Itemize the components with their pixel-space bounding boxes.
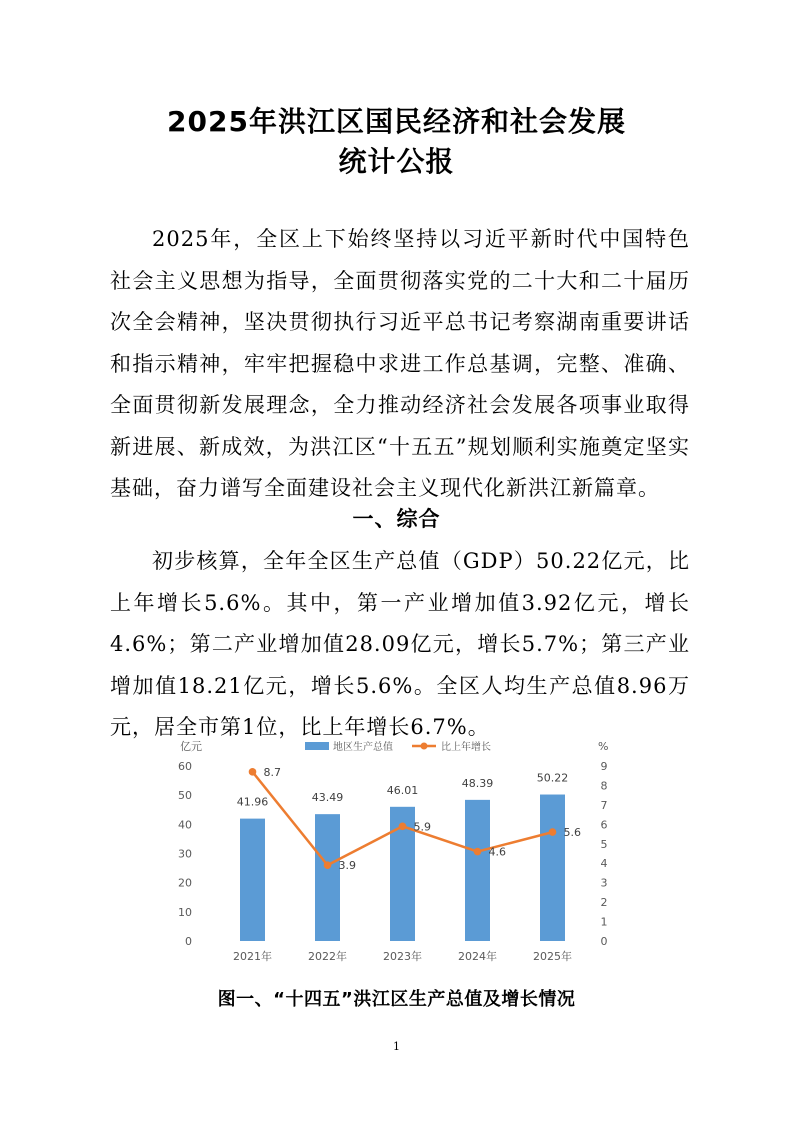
- left-axis-label: 亿元: [180, 740, 202, 753]
- left-tick-label: 40: [178, 818, 192, 832]
- gdp-bar-label: 43.49: [311, 791, 344, 805]
- growth-point-label: 3.9: [338, 859, 356, 873]
- figure-caption: 图一、“十四五”洪江区生产总值及增长情况: [217, 989, 576, 1010]
- legend-label-growth: 比上年增长: [441, 742, 491, 753]
- growth-point: [249, 768, 257, 776]
- gdp-bar: [315, 814, 340, 941]
- growth-point: [399, 822, 407, 830]
- left-tick-label: 50: [178, 789, 192, 803]
- category-label: 2025年: [533, 950, 572, 963]
- category-label: 2024年: [458, 950, 497, 963]
- page-number: 1: [393, 1040, 400, 1053]
- category-label: 2023年: [383, 950, 422, 963]
- left-tick-label: 20: [178, 876, 192, 890]
- document-subtitle: 统计公报: [338, 145, 455, 178]
- right-tick-label: 1: [600, 915, 608, 929]
- gdp-bar-label: 46.01: [386, 783, 419, 797]
- overview-paragraph: 初步核算，全年全区生产总值（GDP）50.22亿元，比上年增长5.6%。其中，第一产业增加值3.92亿元，增长4.6%；第二产业增加值28.09亿元，增长5.7%；第三产业增加值18.21亿元，增长5.6%。全区人均生产总值8.96万元，居全市第1位，比上年增长6.7%。: [110, 549, 690, 739]
- right-tick-label: 9: [600, 760, 608, 773]
- gdp-bar: [240, 819, 265, 941]
- gdp-bar-label: 50.22: [536, 771, 569, 785]
- left-tick-label: 0: [185, 935, 192, 948]
- left-tick-label: 60: [178, 760, 192, 773]
- right-tick-label: 4: [600, 857, 608, 871]
- left-tick-label: 30: [178, 847, 192, 861]
- intro-paragraph: 2025年，全区上下始终坚持以习近平新时代中国特色社会主义思想为指导，全面贯彻落实党的二十大和二十届历次全会精神，坚决贯彻执行习近平总书记考察湖南重要讲话和指示精神，牢牢把握稳中求进工作总基调，完整、准确、全面贯彻新发展理念，全力推动经济社会发展各项事业取得新进展、新成效，为洪江区“十五五”规划顺利实施奠定坚实基础，奋力谱写全面建设社会主义现代化新洪江新篇章。: [110, 227, 690, 500]
- gdp-growth-chart: [160, 730, 630, 970]
- legend-label-gdp: 地区生产总值: [333, 742, 393, 753]
- growth-point: [474, 848, 482, 856]
- right-tick-label: 0: [600, 935, 608, 948]
- category-label: 2021年: [233, 950, 272, 963]
- right-tick-label: 6: [600, 818, 608, 832]
- growth-point: [549, 828, 557, 836]
- right-tick-label: 5: [600, 837, 608, 851]
- growth-point-label: 8.7: [263, 765, 281, 779]
- gdp-bar: [540, 795, 565, 941]
- left-tick-label: 10: [178, 905, 192, 919]
- document-title: 2025年洪江区国民经济和社会发展: [167, 105, 626, 138]
- right-axis-label: %: [598, 740, 609, 753]
- gdp-bar-label: 41.96: [236, 795, 269, 809]
- gdp-bar-label: 48.39: [461, 776, 494, 790]
- growth-point-label: 4.6: [488, 845, 506, 859]
- growth-point-label: 5.6: [563, 826, 581, 840]
- right-tick-label: 3: [600, 876, 608, 890]
- right-tick-label: 7: [600, 798, 608, 812]
- section-heading-overview: 一、综合: [352, 507, 441, 531]
- gdp-bar: [465, 800, 490, 941]
- right-tick-label: 8: [600, 779, 608, 793]
- growth-point: [324, 861, 332, 869]
- category-label: 2022年: [308, 950, 347, 963]
- legend-marker-growth: [421, 743, 428, 750]
- legend-swatch-gdp: [305, 742, 329, 750]
- right-tick-label: 2: [600, 896, 608, 910]
- growth-point-label: 5.9: [413, 820, 431, 834]
